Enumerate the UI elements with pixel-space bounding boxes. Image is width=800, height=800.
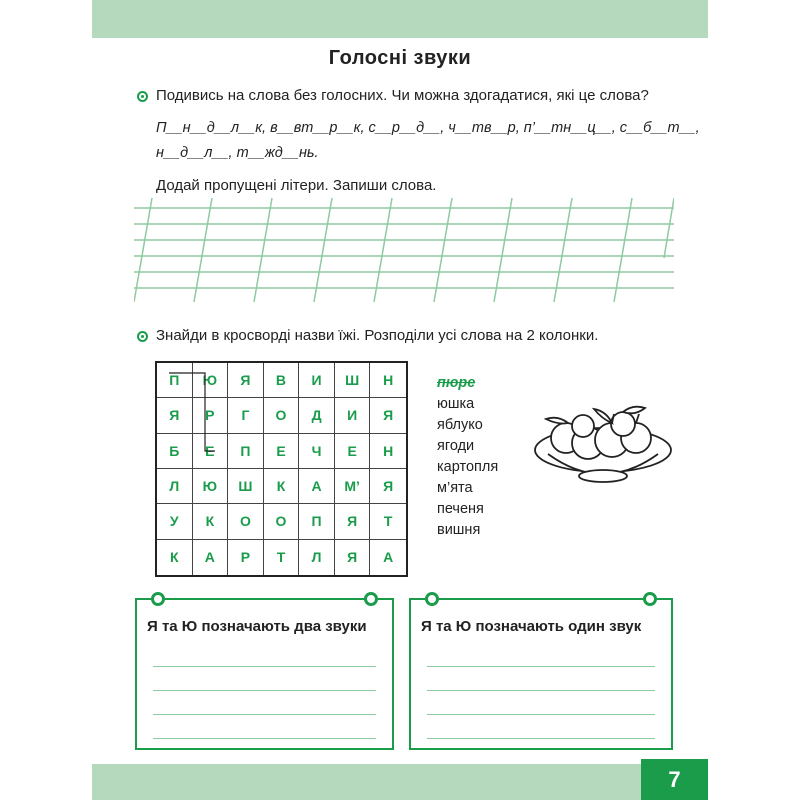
grid-cell[interactable]: И <box>335 398 371 433</box>
grid-cell[interactable]: Т <box>370 504 406 539</box>
task-bullet-icon <box>137 91 148 102</box>
handwriting-practice-area[interactable] <box>134 198 674 309</box>
grid-cell[interactable]: Ю <box>193 363 229 398</box>
word-list-item: печеня <box>437 501 484 517</box>
answer-line[interactable] <box>427 738 655 739</box>
grid-cell[interactable]: А <box>383 549 394 566</box>
pin-icon <box>425 592 439 606</box>
grid-cell[interactable]: Е <box>193 434 229 469</box>
grid-cell[interactable]: О <box>264 398 300 433</box>
grid-cell[interactable]: У <box>157 504 193 539</box>
page-number: 7 <box>641 759 708 800</box>
pin-icon <box>151 592 165 606</box>
page-title: Голосні звуки <box>328 47 472 69</box>
word-list-item: яблуко <box>437 417 483 433</box>
grid-cell[interactable]: Я <box>335 504 371 539</box>
column-title-two-sounds: Я та Ю позначають два звуки <box>147 618 367 635</box>
bottom-decorative-band <box>92 764 708 800</box>
grid-cell[interactable]: Б <box>157 434 193 469</box>
answer-line[interactable] <box>427 666 655 667</box>
word-list-item: юшка <box>437 396 475 412</box>
grid-cell[interactable]: А <box>299 469 335 504</box>
task-bullet-icon <box>137 331 148 342</box>
grid-cell[interactable]: Р <box>228 540 264 575</box>
grid-cell[interactable]: Ч <box>299 434 335 469</box>
grid-cell[interactable]: К <box>157 540 193 575</box>
grid-cell[interactable]: Р <box>193 398 229 433</box>
grid-cell[interactable]: О <box>228 504 264 539</box>
task2-instruction: Знайди в кросворді назви їжі. Розподіли усі слова на 2 колонки. <box>156 327 599 344</box>
task1-puzzle-line-1: П__н__д__л__к, в__вт__р__к, с__р__д__, ч__тв__р, п’__тн__ц__, с__б__т__, <box>156 120 700 136</box>
grid-cell[interactable]: Л <box>299 540 335 575</box>
word-list-item: ягоди <box>437 438 475 454</box>
answer-line[interactable] <box>427 690 655 691</box>
grid-cell[interactable]: Я <box>370 469 406 504</box>
pin-icon <box>364 592 378 606</box>
word-list-item: м’ята <box>437 480 473 496</box>
grid-cell[interactable]: П <box>157 363 193 398</box>
grid-cell[interactable]: Д <box>299 398 335 433</box>
grid-cell[interactable]: К <box>193 504 229 539</box>
grid-cell[interactable]: Е <box>264 434 300 469</box>
word-list-item: пюре <box>437 375 476 391</box>
grid-cell[interactable]: Т <box>264 540 300 575</box>
grid-cell[interactable]: Г <box>228 398 264 433</box>
task1-instruction: Подивись на слова без голосних. Чи можна здогадатися, які це слова? <box>156 87 649 104</box>
answer-line[interactable] <box>153 690 376 691</box>
answer-line[interactable] <box>153 666 376 667</box>
grid-cell[interactable]: Я <box>335 540 371 575</box>
column-card-one-sound[interactable] <box>409 598 673 750</box>
grid-cell[interactable]: Я <box>370 398 406 433</box>
grid-cell[interactable]: А <box>193 540 229 575</box>
grid-cell[interactable]: Ю <box>193 469 229 504</box>
answer-line[interactable] <box>153 714 376 715</box>
grid-cell[interactable]: В <box>264 363 300 398</box>
grid-cell[interactable]: И <box>299 363 335 398</box>
word-list-item: вишня <box>437 522 481 538</box>
grid-cell[interactable]: Ш <box>335 363 371 398</box>
answer-line[interactable] <box>153 738 376 739</box>
grid-cell[interactable]: К <box>264 469 300 504</box>
fruit-bowl-icon <box>528 398 678 488</box>
fruit-bowl-illustration <box>528 398 678 493</box>
word-list <box>437 373 498 541</box>
grid-cell[interactable]: Н <box>370 434 406 469</box>
pin-icon <box>643 592 657 606</box>
top-decorative-band <box>92 0 708 38</box>
grid-cell[interactable]: Я <box>157 398 193 433</box>
grid-cell[interactable]: Е <box>335 434 371 469</box>
grid-cell[interactable]: Н <box>370 363 406 398</box>
task1-subinstruction: Додай пропущені літери. Запиши слова. <box>156 177 437 194</box>
column-title-one-sound: Я та Ю позначають один звук <box>421 618 642 635</box>
grid-cell[interactable]: Л <box>157 469 193 504</box>
grid-cell[interactable]: М’ <box>335 469 371 504</box>
word-search-grid <box>155 361 408 577</box>
grid-cell[interactable]: П <box>228 434 264 469</box>
answer-line[interactable] <box>427 714 655 715</box>
column-card-two-sounds[interactable] <box>135 598 394 750</box>
grid-cell[interactable]: О <box>264 504 300 539</box>
task1-puzzle-line-2: н__д__л__, т__жд__нь. <box>156 145 319 161</box>
grid-cell[interactable]: П <box>299 504 335 539</box>
word-list-item: картопля <box>437 459 499 475</box>
grid-cell[interactable]: Ш <box>228 469 264 504</box>
grid-cell[interactable]: Я <box>228 363 264 398</box>
writing-lines-graphic <box>134 198 674 304</box>
